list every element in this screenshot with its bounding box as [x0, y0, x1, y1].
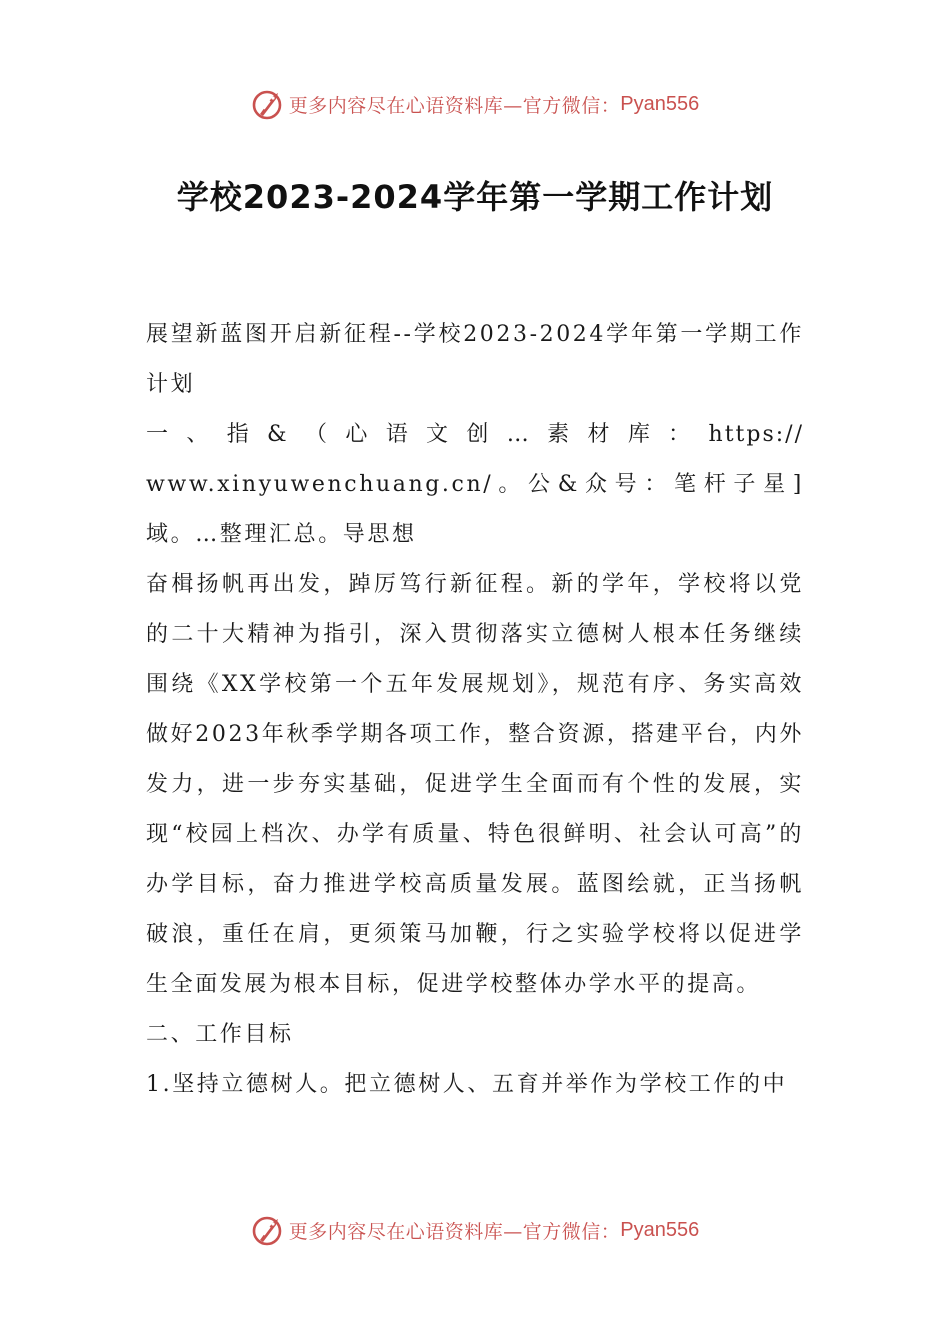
banner-text: 更多内容尽在心语资料库—官方微信：: [288, 94, 621, 117]
pen-nib-circle-icon: [251, 87, 285, 121]
paragraph-guiding-ideology: 奋楫扬帆再出发，踔厉笃行新征程。新的学年，学校将以党的二十大精神为指引，深入贯彻落实立德树人根本任务继续围绕《XX学校第一个五年发展规划》，规范有序、务实高效做好2023年秋季学期各项工作，整合资源，搭建平台，内外发力，进一步夯实基础，促进学生全面而有个性的发展，实现“校园上档次、办学有质量、特色很鲜明、社会认可高”的办学目标，奋力推进学校高质量发展。蓝图绘就，正当扬帆破浪，重任在肩，更须策马加鞭，行之实验学校将以促进学生全面发展为根本目标，促进学校整体办学水平的提高。: [146, 572, 804, 997]
header-watermark-banner: [0, 84, 950, 124]
paragraph-subtitle: 展望新蓝图开启新征程--学校2023-2024学年第一学期工作计划: [146, 322, 804, 397]
paragraph-section-1-heading: 一、指&（心语文创…素材库：https://: [146, 422, 804, 447]
paragraph-section-1-heading-cont: www.xinyuwenchuang.cn/。公&众号：笔杆子星]域。…整理汇总。导思想: [146, 472, 804, 547]
banner-wechat-id: Pyan556: [620, 92, 700, 115]
footer-watermark-banner: [0, 1210, 950, 1250]
paragraph-goal-1: 1.坚持立德树人。把立德树人、五育并举作为学校工作的中: [146, 1072, 788, 1097]
document-title: 学校2023-2024学年第一学期工作计划: [176, 178, 774, 216]
paragraph-section-2-heading: 二、工作目标: [146, 1022, 294, 1047]
document-body: [146, 310, 804, 1110]
pen-nib-circle-icon: [251, 1213, 285, 1247]
banner-text: 更多内容尽在心语资料库—官方微信：: [288, 1220, 621, 1243]
banner-wechat-id: Pyan556: [620, 1218, 700, 1241]
